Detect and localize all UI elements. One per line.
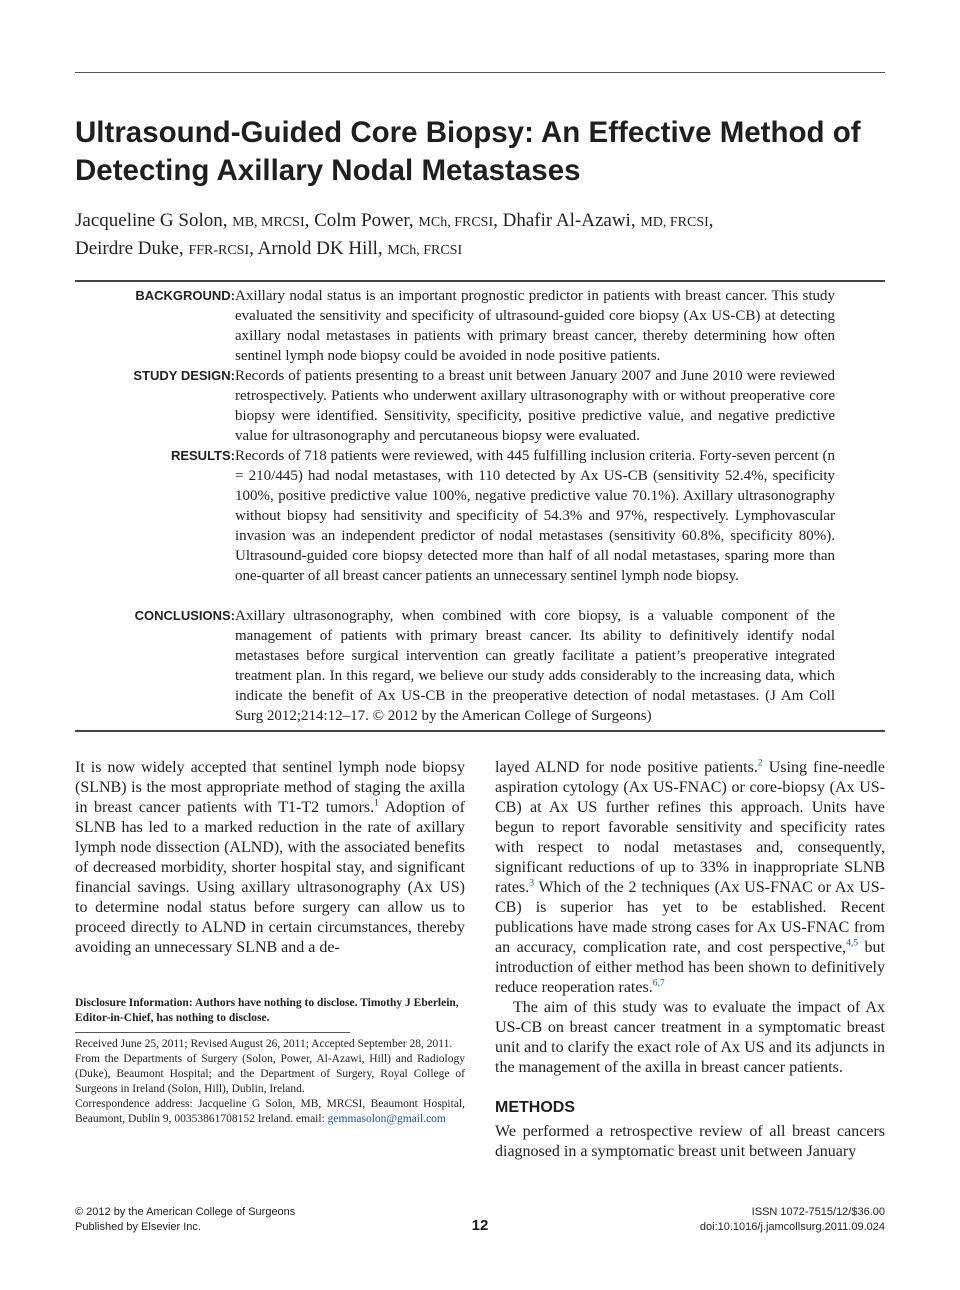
author-separator: , <box>304 210 315 231</box>
article-notes <box>75 1037 465 1127</box>
author-credentials: FFR-RCSI <box>188 243 250 258</box>
abstract-results <box>75 446 885 606</box>
article-title: Ultrasound-Guided Core Biopsy: An Effective Method of Detecting Axillary Nodal Metastases <box>75 116 861 187</box>
author-name: Dhafir Al-Azawi, <box>502 210 641 231</box>
copyright: © 2012 by the American College of Surgeons <box>75 1206 296 1218</box>
body-paragraph: The aim of this study was to evaluate the impact of Ax US-CB on breast cancer treatment in a symptomatic breast unit and to clarify the exact role of Ax US and its adjuncts in the management of the axilla in breast cancer patients. <box>495 999 885 1076</box>
author-separator: , <box>249 238 258 259</box>
footnote-rule <box>75 1032 350 1033</box>
reference-superscript[interactable]: 3 <box>529 877 534 889</box>
author-name: Arnold DK Hill, <box>257 238 388 259</box>
abstract-top-rule <box>75 280 885 282</box>
author-line-1 <box>75 208 885 236</box>
received-dates: Received June 25, 2011; Revised August 26, 2011; Accepted September 28, 2011. <box>75 1038 453 1050</box>
page-number: 12 <box>471 1217 489 1234</box>
disclosure-info: Disclosure Information: Authors have nothing to disclose. Timothy J Eberlein, Editor-in-Chief, has nothing to disclose. <box>75 997 459 1024</box>
abstract-background <box>75 286 885 366</box>
abstract-label: RESULTS: <box>170 448 235 463</box>
abstract-label: CONCLUSIONS: <box>134 608 235 623</box>
author-separator: , <box>493 210 503 231</box>
issn: ISSN 1072-7515/12/$36.00 <box>751 1206 885 1218</box>
author-name: Jacqueline G Solon, <box>75 210 233 231</box>
author-credentials: MD, FRCSI <box>640 215 709 230</box>
body-paragraph: We performed a retrospective review of all breast cancers diagnosed in a symptomatic breast unit between January <box>495 1123 885 1160</box>
reference-superscript[interactable]: 1 <box>374 797 379 809</box>
author-credentials: MB, MRCSI <box>232 215 305 230</box>
author-line-2 <box>75 236 885 264</box>
abstract-conclusions <box>75 606 885 726</box>
top-rule <box>75 72 885 73</box>
abstract-bottom-rule <box>75 730 885 732</box>
publisher: Published by Elsevier Inc. <box>75 1221 201 1233</box>
body-text: Adoption of SLNB has led to a marked reduction in the rate of axillary lymph node dissection (ALND), with the associated benefits of decreased morbidity, shorter hospital stay, and significant financial savings. Using axillary ultrasonography (Ax US) to determine nodal status before surgery can allow us to proceed directly to ALND in certain circumstances, thereby avoiding an unnecessary SLNB and a de- <box>75 799 465 956</box>
correspondence <box>75 1097 465 1127</box>
author-credentials: MCh, FRCSI <box>418 215 494 230</box>
abstract-text: Axillary nodal status is an important prognostic predictor in patients with breast cancer. This study evaluated the sensitivity and specificity of ultrasound-guided core biopsy (Ax US-CB) at detecting axillary nodal metastases in patients with primary breast cancer, thereby determining how often sentinel lymph node biopsy could be avoided in node positive patients. <box>235 288 835 364</box>
abstract-text: Axillary ultrasonography, when combined with core biopsy, is a valuable component of the management of patients with primary breast cancer. Its ability to definitively identify nodal metastases before surgical intervention can greatly facilitate a patient’s preoperative integrated treatment plan. In this regard, we believe our study adds considerably to the increasing data, which indicate the benefit of Ax US-CB in the preoperative detection of nodal metastases. (J Am Coll Surg 2012;214:12–17. © 2012 by the American College of Surgeons) <box>235 608 835 724</box>
body-text: It is now widely accepted that sentinel lymph node biopsy (SLNB) is the most appropriate method of staging the axilla in breast cancer patients with T1-T2 tumors. <box>75 759 465 816</box>
author-list <box>75 208 885 264</box>
body-column-left <box>75 758 465 958</box>
abstract-label: BACKGROUND: <box>135 288 235 303</box>
reference-superscript[interactable]: 6,7 <box>652 977 665 989</box>
body-text: but introduction of either method has been shown to definitively reduce reoperation rates. <box>495 939 885 996</box>
body-column-right <box>495 758 885 1162</box>
reference-superscript[interactable]: 4,5 <box>846 937 859 949</box>
abstract-label: STUDY DESIGN: <box>133 368 235 383</box>
reference-superscript[interactable]: 2 <box>757 757 763 769</box>
doi-link[interactable]: doi:10.1016/j.jamcollsurg.2011.09.024 <box>699 1221 885 1233</box>
author-name: Colm Power, <box>314 210 419 231</box>
body-text: Using fine-needle aspiration cytology (Ax US-FNAC) or core-biopsy (Ax US-CB) at Ax US further refines this approach. Units have begun to report favorable sensitivity and specificity rates with respect to nodal metastases and, consequently, significant reductions of up to 33% in inappropriate SLNB rates. <box>495 759 885 896</box>
author-name: Deirdre Duke, <box>75 238 189 259</box>
body-text: Which of the 2 techniques (Ax US-FNAC or Ax US-CB) is superior has yet to be established. Recent publications have made strong cases for Ax US-FNAC from an accuracy, complication rate, and cost perspective, <box>495 879 885 956</box>
affiliations: From the Departments of Surgery (Solon, Power, Al-Azawi, Hill) and Radiology (Duke), Beaumont Hospital; and the Department of Surgery, Royal College of Surgeons in Ireland (Solon, Hill), Dublin, Ireland. <box>75 1053 465 1095</box>
abstract-text: Records of patients presenting to a breast unit between January 2007 and June 2010 were reviewed retrospectively. Patients who underwent axillary ultrasonography with or without preoperative core biopsy were identified. Sensitivity, specificity, positive predictive value, and negative predictive value for ultrasonography and percutaneous biopsy were evaluated. <box>235 368 835 444</box>
author-separator: , <box>708 210 714 231</box>
methods-heading: METHODS <box>495 1099 575 1116</box>
abstract-text: Records of 718 patients were reviewed, with 445 fulfilling inclusion criteria. Forty-seven percent (n = 210/445) had nodal metastases, with 110 detected by Ax US-CB (sensitivity 52.4%, specificity 100%, positive predictive value 100%, negative predictive value 70.1%). Axillary ultrasonography without biopsy had sensitivity and specificity of 54.3% and 97%, respectively. Lymphovascular invasion was an independent predictor of nodal metastases (sensitivity 60.8%, specificity 80%). Ultrasound-guided core biopsy detected more than half of all nodal metastases, sparing more than one-quarter of all breast cancer patients an unnecessary sentinel lymph node biopsy. <box>235 448 835 584</box>
abstract <box>75 286 885 726</box>
abstract-study-design <box>75 366 885 446</box>
body-text: layed ALND for node positive patients. <box>495 759 758 776</box>
email-link[interactable]: gemmasolon@gmail.com <box>327 1113 446 1125</box>
author-credentials: MCh, FRCSI <box>387 243 463 258</box>
correspondence-text: Correspondence address: Jacqueline G Solon, MB, MRCSI, Beaumont Hospital, Beaumont, Dublin 9, 00353861708152 Ireland. email: <box>75 1098 465 1125</box>
footer-right <box>700 1205 885 1235</box>
body-paragraph <box>75 758 465 958</box>
body-paragraph <box>495 758 885 998</box>
